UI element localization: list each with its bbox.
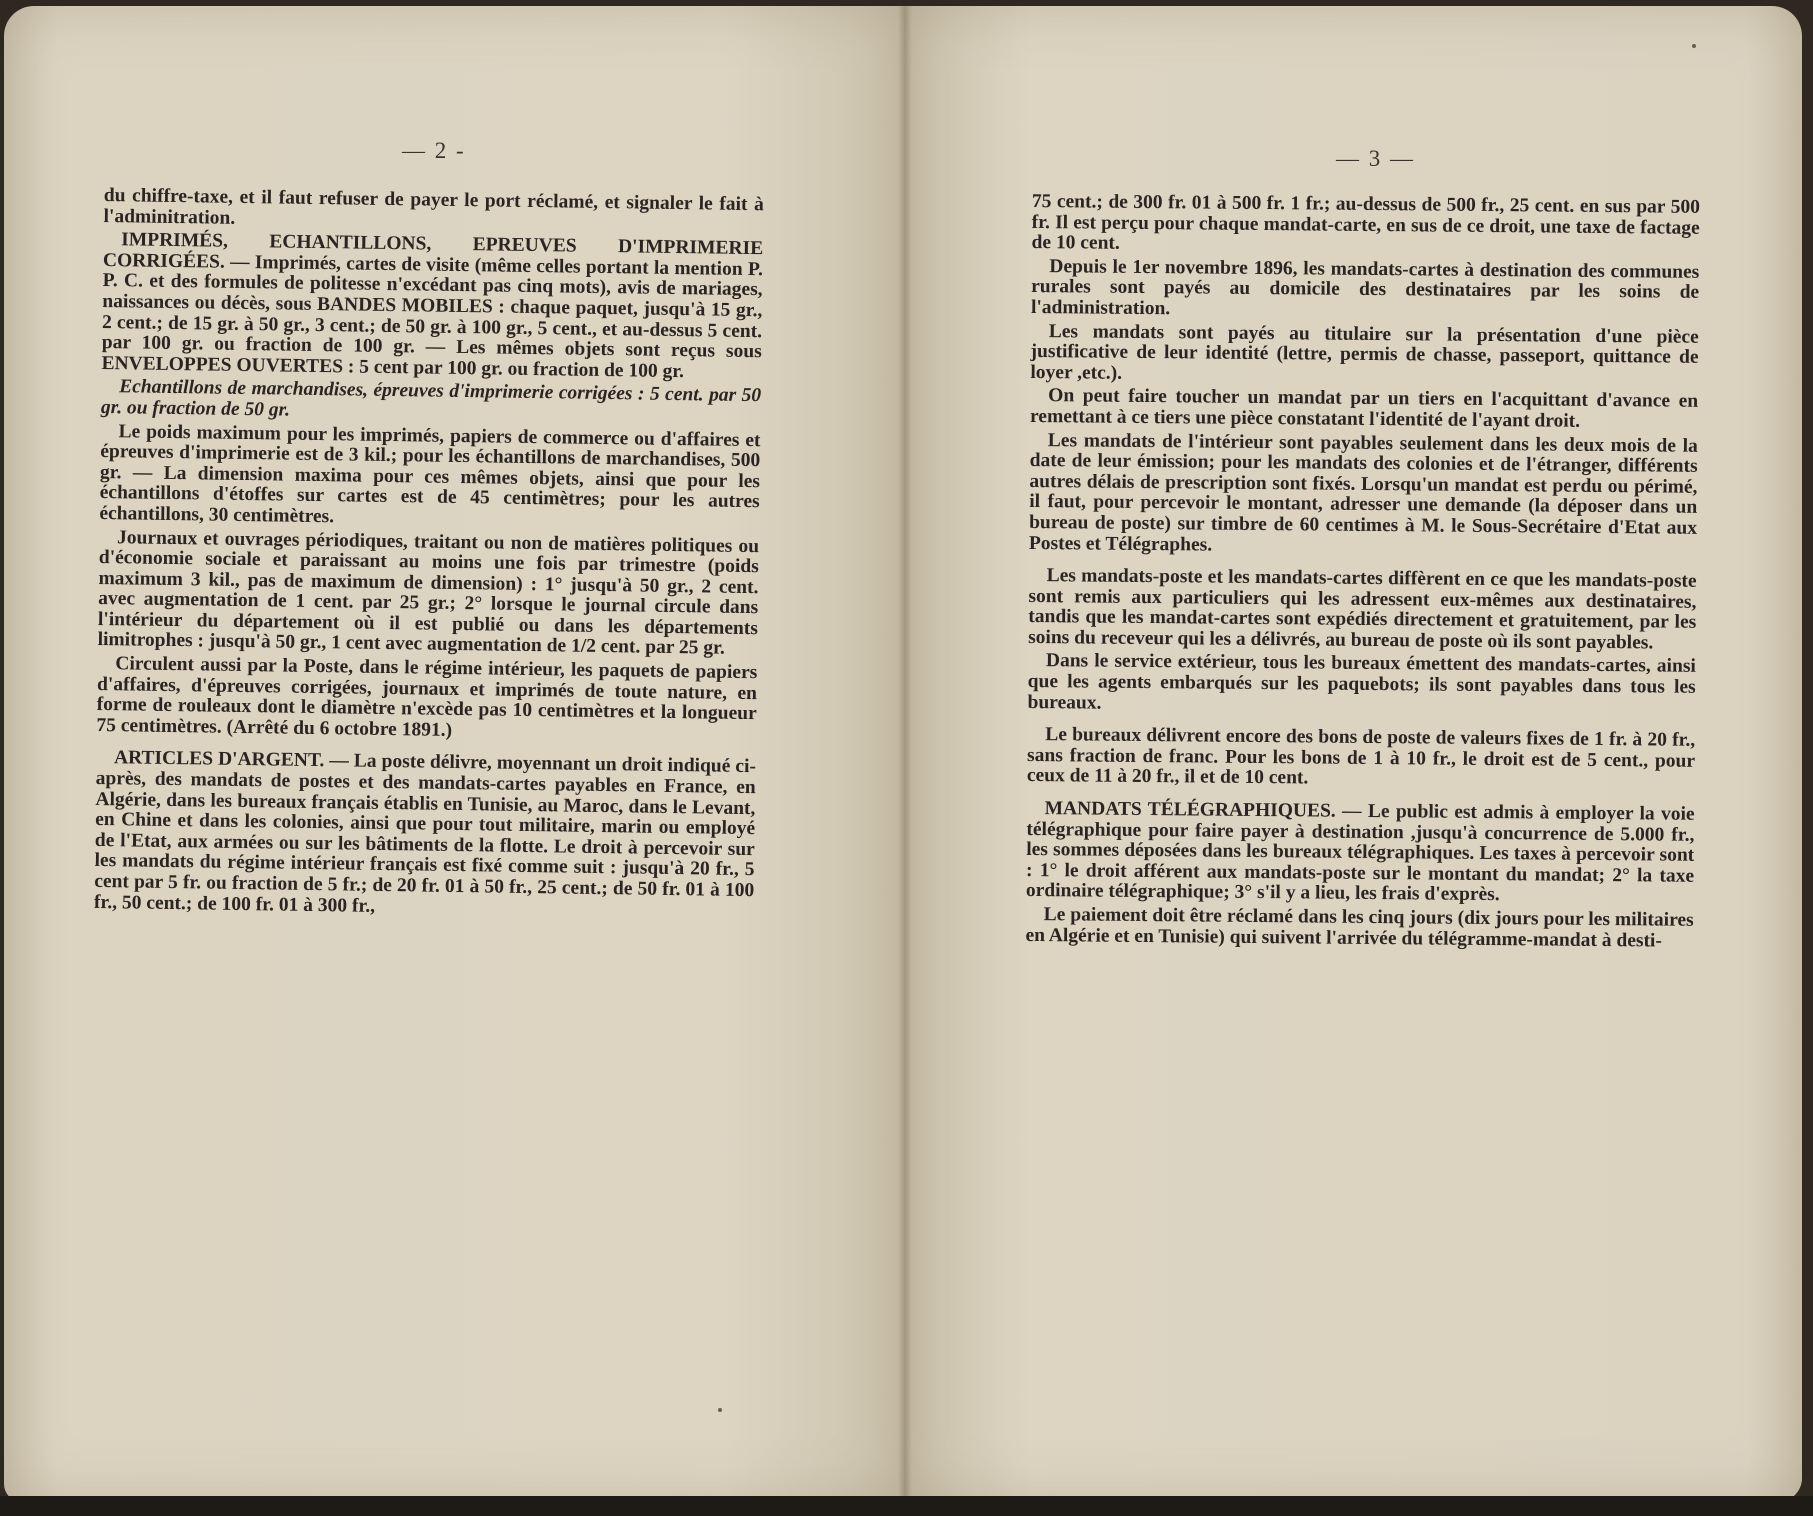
- paragraph-mandats-poste: Les mandats-poste et les mandats-cartes diffèrent en ce que les mandats-poste sont remis aux particuliers qui les adressent eux-mêmes aux destinataires, tandis que les mandat-cartes sont expédiés directement et gratuitement, par les soins du receveur qui les a délivrés, au bureau de poste où ils sont payables.: [1028, 565, 1697, 654]
- paragraph: On peut faire toucher un mandat par un tiers en l'acquittant d'avance en remettant à ce tiers une pièce constatant l'identité de l'ayant droit.: [1029, 385, 1699, 432]
- paragraph: du chiffre-taxe, et il faut refuser de payer le port réclamé, et signaler le fait à l'adminitration.: [103, 185, 764, 229]
- paragraph-journaux: Journaux et ouvrages périodiques, traitant ou non de matières politiques ou d'économie sociale et paraissant au moins une fois par trimestre (poids maximum 3 kil., pas de maximum de dimension) : 1° jusqu'à 50 gr., 2 cent. avec augmentation de 1 cent. par 25 gr.; 2° lorsque le journal circule dans l'intérieur du département où il est publié ou dans les départements limitrophes : jusqu'à 50 gr., 1 cent avec augmentation de 1/2 cent. par 25 gr.: [97, 526, 760, 660]
- book-bottom-edge: [0, 1496, 1813, 1516]
- paragraph-echantillons: Echantillons de marchandises, épreuves d'imprimerie corrigées : 5 cent. par 50 gr. ou fraction de 50 gr.: [100, 376, 762, 421]
- paragraph: Les mandats de l'intérieur sont payables seulement dans les deux mois de la date de leur émission; pour les mandats des colonies et de l'étranger, différents autres délais de prescription sont fixés. Lorsqu'un mandat est perdu ou périmé, il faut, pour percevoir le montant, adresser une demande (la déposer dans un bureau de poste) sur timbre de 60 centimes à M. le Sous-Secrétaire d'Etat aux Postes et Télégraphes.: [1028, 429, 1698, 556]
- paragraph: Le paiement doit être réclamé dans les cinq jours (dix jours pour les militaires en Algérie et en Tunisie) qui suivent l'arrivée du télégramme-mandat à desti-: [1025, 904, 1694, 952]
- paragraph-articles-argent: ARTICLES D'ARGENT. — La poste délivre, moyennant un droit indiqué ci-après, des mandats de postes et des mandats-cartes payables en France, en Algérie, dans les bureaux français établis en Tunisie, au Maroc, dans le Levant, en Chine et dans les colonies, ainsi que pour tout militaire, marin ou employé de l'Etat, aux armées ou sur les bâtiments de la flotte. Le droit à percevoir sur les mandats du régime intérieur français est fixé comme suit : jusqu'à 20 fr., 5 cent par 5 fr. ou fraction de 5 fr.; de 20 fr. 01 à 50 fr., 25 cent.; de 50 fr. 01 à 100 fr., 50 cent.; de 100 fr. 01 à 300 fr.,: [93, 747, 757, 917]
- left-page-text: [94, 186, 764, 925]
- paragraph-bons-de-poste: Le bureaux délivrent encore des bons de poste de valeurs fixes de 1 fr. à 20 fr., sans fraction de franc. Pour les bons de 1 à 10 fr., le droit est de 5 cent., pour ceux de 11 à 20 fr., il et de 10 cent.: [1026, 724, 1696, 789]
- paragraph-imprimes: IMPRIMÉS, ECHANTILLONS, EPREUVES D'IMPRIMERIE CORRIGÉES. — Imprimés, cartes de visite (même celles portant la mention P. P. C. et des formules de politesse n'excédant pas cinq mots), avis de mariages, naissances ou décès, sous BANDES MOBILES : chaque paquet, jusqu'à 15 gr., 2 cent.; de 15 gr. à 50 gr., 3 cent.; de 50 gr. à 100 gr., 5 cent., et au-dessus 5 cent. par 100 gr. ou fraction de 100 gr. — Les mêmes objets sont reçus sous ENVELOPPES OUVERTES : 5 cent par 100 gr. ou fraction de 100 gr.: [101, 229, 764, 382]
- paragraph: 75 cent.; de 300 fr. 01 à 500 fr. 1 fr.; au-dessus de 500 fr., 25 cent. en sus par 500 fr. Il est perçu pour chaque mandat-carte, en sus de ce droit, une taxe de factage de 10 cent.: [1031, 191, 1700, 254]
- book-gutter: [898, 6, 912, 1502]
- paragraph-mandats-telegraphiques: MANDATS TÉLÉGRAPHIQUES. — Le public est admis à employer la voie télégraphique pour faire payer à destination ,jusqu'à concurrence de 5.000 fr., les sommes déposées dans les bureaux télégraphiques. Les taxes à percevoir sont : 1° le droit afférent aux mandats-poste sur le montant du mandat; 2° la taxe ordinaire télégraphique; 3° s'il y a lieu, les frais d'exprès.: [1025, 798, 1695, 906]
- right-page-text: [1025, 192, 1700, 955]
- page-number-left: — 2 -: [402, 138, 466, 163]
- paper-speck: [718, 1408, 722, 1412]
- paragraph: Dans le service extérieur, tous les bureaux émettent des mandats-cartes, ainsi que les agents embarqués sur les paquebots; ils sont payables dans tous les bureaux.: [1027, 650, 1696, 714]
- paragraph: Les mandats sont payés au titulaire sur la présentation d'une pièce justificative de leur identité (lettre, permis de chasse, passeport, quittance de loyer ,etc.).: [1030, 320, 1699, 384]
- paragraph: Circulent aussi par la Poste, dans le régime intérieur, les paquets de papiers d'affaires, d'épreuves corrigées, journaux et imprimés de toute nature, en forme de rouleaux dont le diamètre n'excède pas 10 centimètres et la longueur 75 centimètres. (Arrêté du 6 octobre 1891.): [96, 653, 758, 741]
- paper-speck: [1692, 44, 1696, 48]
- paragraph: Depuis le 1er novembre 1896, les mandats-cartes à destination des communes rurales sont payés au domicile des destinataires par les soins de l'administration.: [1030, 255, 1700, 320]
- page-number-right: — 3 —: [1336, 146, 1415, 171]
- paragraph: Le poids maximum pour les imprimés, papiers de commerce ou d'affaires et épreuves d'imprimerie est de 3 kil.; pour les échantillons de marchandises, 500 gr. — La dimension maxima pour ces mêmes objets, ainsi que pour les échantillons d'étoffes sur cartes est de 45 centimètres; pour les autres échantillons, 30 centimètres.: [99, 420, 761, 528]
